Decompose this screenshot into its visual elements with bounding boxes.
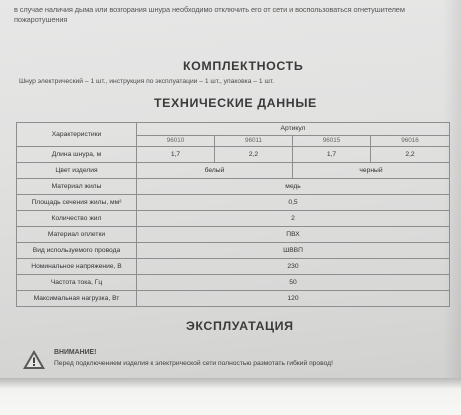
param-name: Количество жил [17,211,137,227]
article-cell: 96016 [371,136,450,147]
param-value: медь [137,179,450,195]
table-row [17,147,450,163]
table-row [17,275,450,291]
param-value: 2,2 [215,147,293,163]
spec-table [16,122,450,307]
param-name: Частота тока, Гц [17,275,137,291]
article-cell: 96015 [293,136,371,147]
param-name: Номинальное напряжение, В [17,259,137,275]
param-name: Материал оплетки [17,227,137,243]
paper-fold [0,378,461,415]
param-value: 230 [137,259,450,275]
param-name: Длина шнура, м [17,147,137,163]
param-name: Вид используемого провода [17,243,137,259]
param-value: 120 [137,291,450,307]
article-cell: 96011 [215,136,293,147]
param-value: 1,7 [293,147,371,163]
param-name: Цвет изделия [17,163,137,179]
param-value: белый [137,163,293,179]
table-row [17,195,450,211]
param-value: 1,7 [137,147,215,163]
warning-icon [22,349,46,370]
param-value: 2,2 [371,147,450,163]
param-name: Максимальная нагрузка, Вт [17,291,137,307]
header-param: Характеристики [17,123,137,147]
warning-title: ВНИМАНИЕ! [54,349,97,356]
warning-text: Перед подключением изделия к электрической сети полностью размотать гибкий провод! [54,360,333,367]
param-value: ШВВП [137,243,450,259]
param-value: ПВХ [137,227,450,243]
table-row [17,211,450,227]
table-row [17,243,450,259]
param-value: 0,5 [137,195,450,211]
table-row [17,259,450,275]
table-row [17,163,450,179]
top-notice: в случае наличия дыма или возгорания шнура необходимо отключить его от сети и воспользоваться огнетушителем пожаротушения [14,5,405,24]
tech-title: ТЕХНИЧЕСКИЕ ДАННЫЕ [154,96,317,110]
exploitation-title: ЭКСПЛУАТАЦИЯ [186,319,294,333]
table-row [17,179,450,195]
article-cell: 96010 [137,136,215,147]
header-article: Артикул [137,123,450,136]
komplektnost-text: Шнур электрический – 1 шт., инструкция по эксплуатации – 1 шт., упаковка – 1 шт. [19,78,274,85]
table-row [17,227,450,243]
param-name: Площадь сечения жилы, мм² [17,195,137,211]
param-name: Материал жилы [17,179,137,195]
param-value: 2 [137,211,450,227]
table-header-row [17,123,450,136]
param-value: черный [293,163,450,179]
table-row [17,291,450,307]
param-value: 50 [137,275,450,291]
komplektnost-title: КОМПЛЕКТНОСТЬ [183,59,304,73]
